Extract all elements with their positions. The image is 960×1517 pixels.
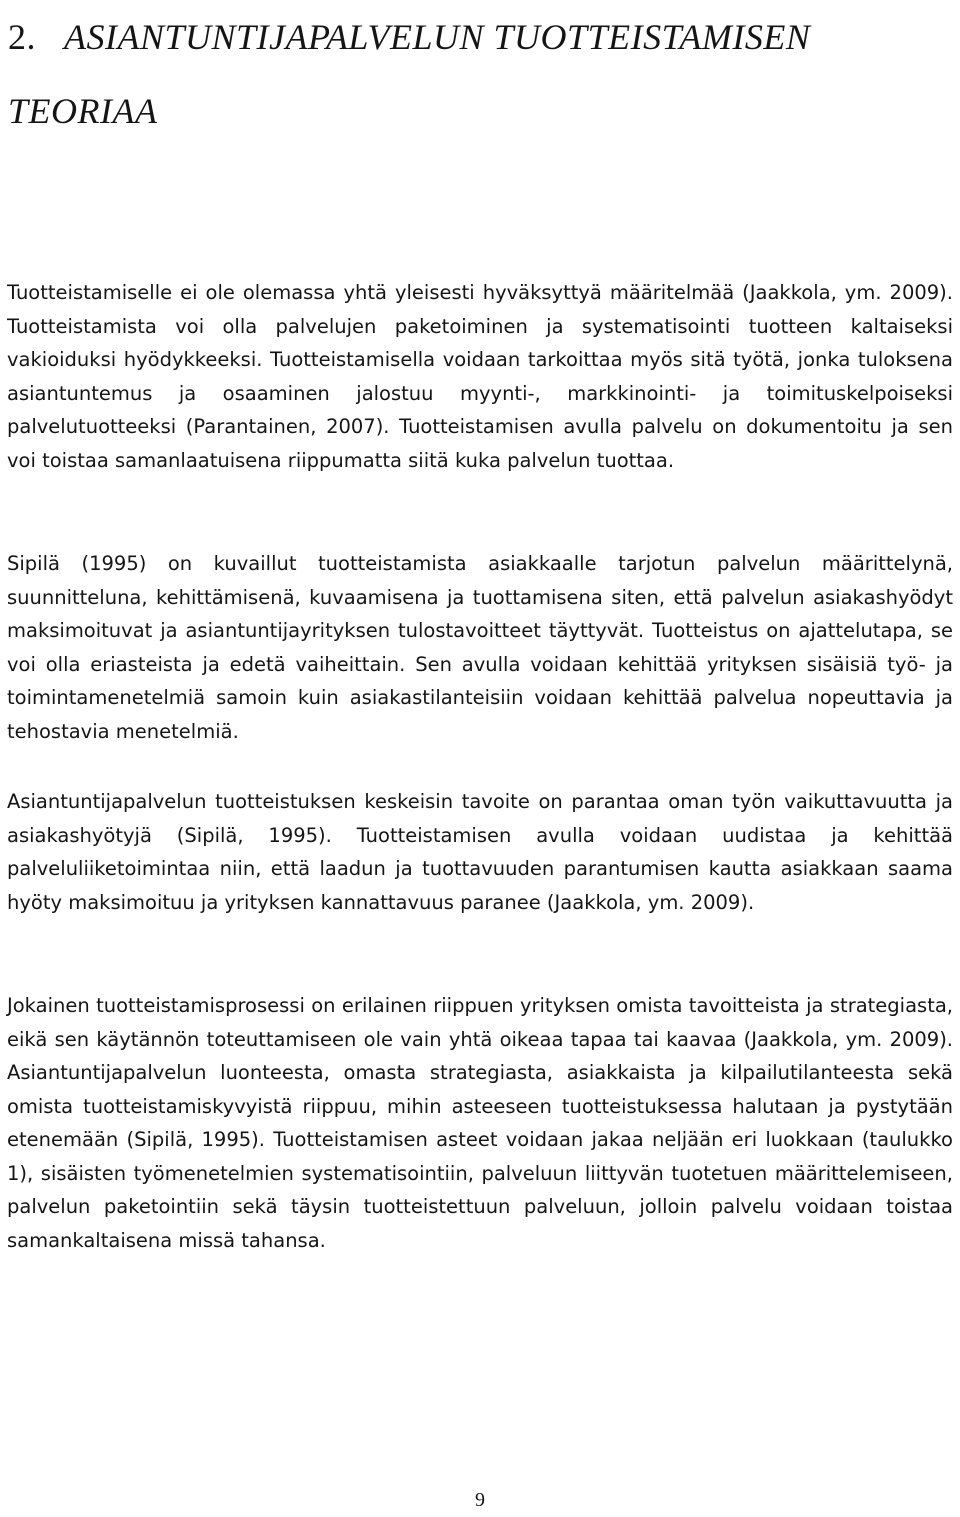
paragraph-1: Tuotteistamiselle ei ole olemassa yhtä yleisesti hyväksyttyä määritelmää (Jaakkola, ym. 2009). Tuotteistamista voi olla palvelujen paketoiminen ja systematisointi tuotteen kaltaiseksi vakioiduksi hyödykkeeksi. Tuotteistamisella voidaan tarkoittaa myös sitä työtä, jonka tuloksena asiantuntemus ja osaaminen jalostuu myynti-, markkinointi- ja toimituskelpoiseksi palvelutuotteeksi (Parantainen, 2007). Tuotteistamisen avulla palvelu on dokumentoitu ja sen voi toistaa samanlaatuisena riippumatta siitä kuka palvelun tuottaa. (7, 281, 953, 472)
page-number: 9 (475, 1489, 485, 1511)
chapter-title: ASIANTUNTIJAPALVELUN TUOTTEISTAMISEN TEORIAA (8, 17, 811, 131)
paragraph-3: Asiantuntijapalvelun tuotteistuksen keskeisin tavoite on parantaa oman työn vaikuttavuutta ja asiakashyötyjä (Sipilä, 1995). Tuotteistamisen avulla voidaan uudistaa ja kehittää palveluliiketoimintaa niin, että laadun ja tuottavuuden parantumisen kautta asiakkaan saama hyöty maksimoituu ja yrityksen kannattavuus paranee (Jaakkola, ym. 2009). (7, 790, 953, 914)
paragraph-2: Sipilä (1995) on kuvaillut tuotteistamista asiakkaalle tarjotun palvelun määrittelynä, suunnitteluna, kehittämisenä, kuvaamisena ja tuottamisena siten, että palvelun asiakashyödyt maksimoituvat ja asiantuntijayrityksen tulostavoitteet täyttyvät. Tuotteistus on ajattelutapa, se voi olla eriasteista ja edetä vaiheittain. Sen avulla voidaan kehittää yrityksen sisäisiä työ- ja toimintamenetelmiä samoin kuin asiakastilanteisiin voidaan kehittää palvelua nopeuttavia ja tehostavia menetelmiä. (7, 552, 953, 743)
paragraph-4: Jokainen tuotteistamisprosessi on erilainen riippuen yrityksen omista tavoitteista ja strategiasta, eikä sen käytännön toteuttamiseen ole vain yhtä oikeaa tapaa tai kaavaa (Jaakkola, ym. 2009). Asiantuntijapalvelun luonteesta, omasta strategiasta, asiakkaista ja kilpailutilanteesta sekä omista tuotteistamiskyvyistä riippuu, mihin asteeseen tuotteistuksessa halutaan ja pystytään etenemään (Sipilä, 1995). Tuotteistamisen asteet voidaan jakaa neljään eri luokkaan (taulukko 1), sisäisten työmenetelmien systematisointiin, palveluun liittyvän tuotetuen määrittelemiseen, palvelun paketointiin sekä täysin tuotteistettuun palveluun, jolloin palvelu voidaan toistaa samankaltaisena missä tahansa. (7, 994, 953, 1252)
chapter-heading (8, 0, 956, 148)
chapter-number: 2. (8, 17, 36, 57)
